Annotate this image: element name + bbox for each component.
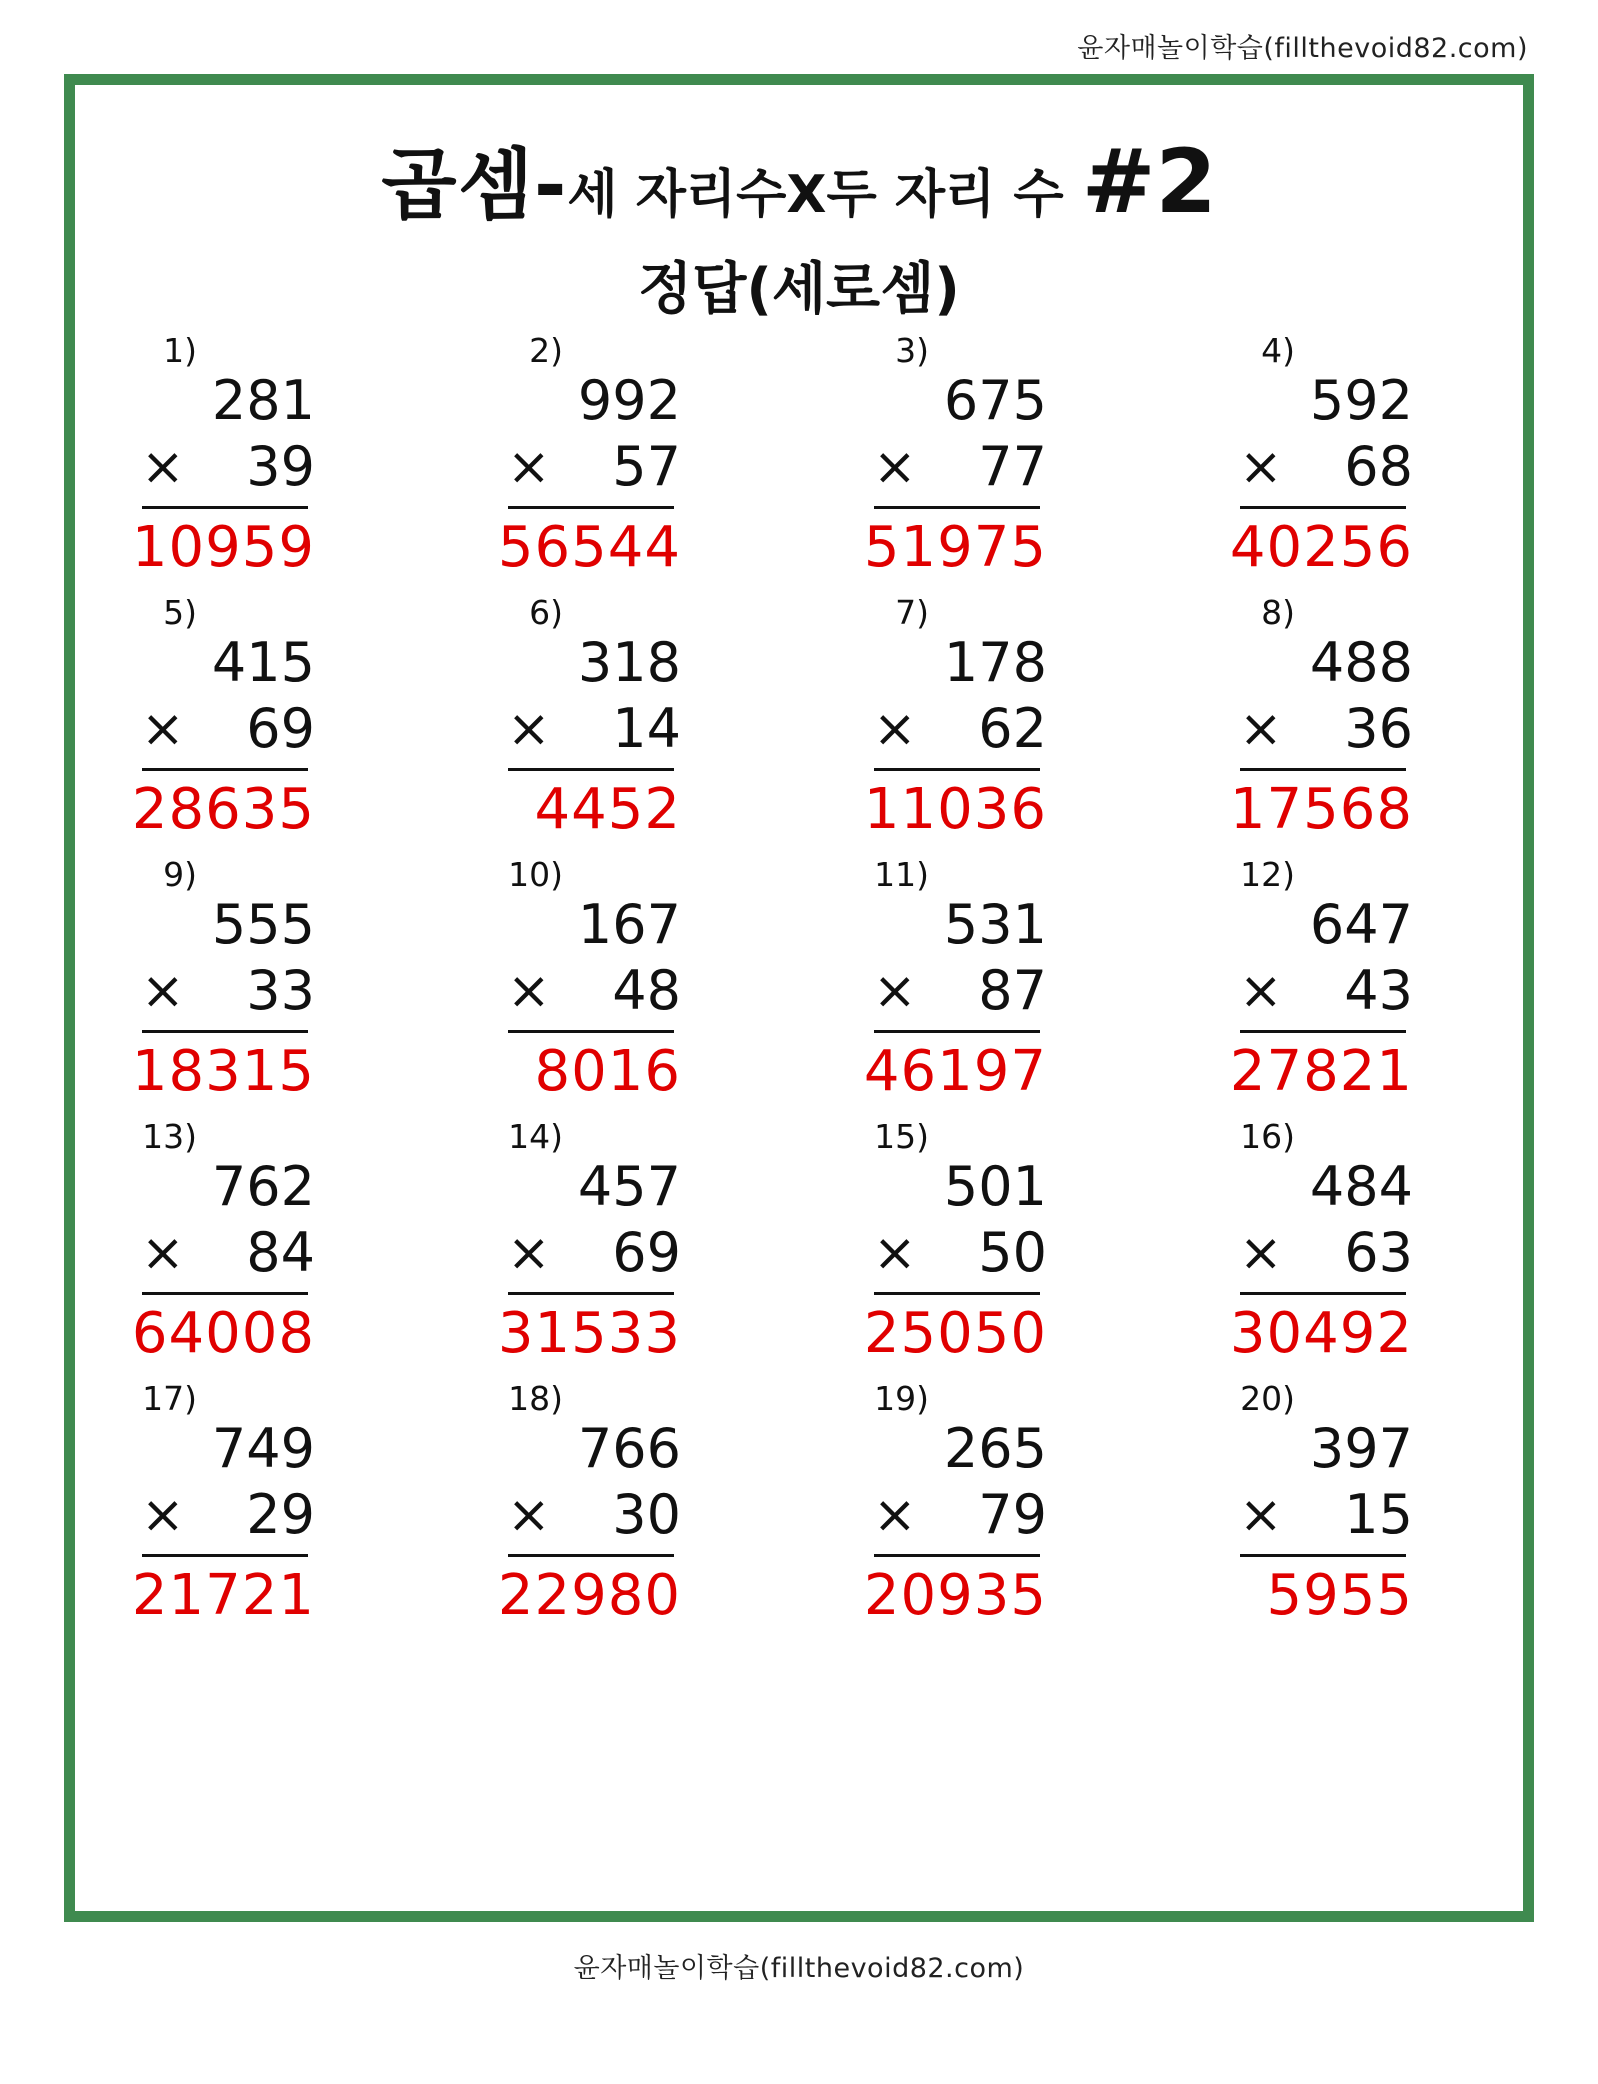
answer: 30492 — [1229, 1301, 1413, 1366]
multiplicand: 592 — [1309, 369, 1413, 432]
multiplier: 68 — [1344, 435, 1413, 498]
problem-number: 13) — [142, 1117, 197, 1156]
multiplier: 69 — [246, 697, 315, 760]
problem — [1173, 587, 1539, 849]
problem-number: 17) — [142, 1379, 197, 1418]
problem-grid — [75, 325, 1523, 1635]
multiplicand: 167 — [577, 893, 681, 956]
multiplier: 79 — [978, 1483, 1047, 1546]
multiplicand: 415 — [211, 631, 315, 694]
problem-number: 6) — [529, 593, 563, 632]
multiply-sign: × — [873, 699, 917, 759]
problem-number: 7) — [895, 593, 929, 632]
multiply-sign: × — [1239, 699, 1283, 759]
multiplicand: 265 — [943, 1417, 1047, 1480]
title-number: #2 — [1081, 130, 1217, 233]
multiplier: 36 — [1344, 697, 1413, 760]
multiplier: 57 — [612, 435, 681, 498]
problem — [807, 849, 1173, 1111]
problem-number: 15) — [874, 1117, 929, 1156]
answer: 51975 — [863, 515, 1047, 580]
problem — [1173, 325, 1539, 587]
multiply-sign: × — [141, 1485, 185, 1545]
multiplier: 30 — [612, 1483, 681, 1546]
answer: 20935 — [863, 1563, 1047, 1628]
problem — [441, 849, 807, 1111]
problem — [75, 849, 441, 1111]
multiplier: 63 — [1344, 1221, 1413, 1284]
sum-line — [142, 768, 308, 771]
multiplier: 77 — [978, 435, 1047, 498]
problem-number: 14) — [508, 1117, 563, 1156]
multiplier: 50 — [978, 1221, 1047, 1284]
multiplicand: 484 — [1309, 1155, 1413, 1218]
answer: 22980 — [497, 1563, 681, 1628]
sum-line — [874, 506, 1040, 509]
sum-line — [874, 1292, 1040, 1295]
multiplicand: 762 — [211, 1155, 315, 1218]
multiply-sign: × — [507, 437, 551, 497]
multiply-sign: × — [507, 1485, 551, 1545]
problem — [441, 1111, 807, 1373]
answer: 5955 — [1266, 1563, 1413, 1628]
multiplier: 33 — [246, 959, 315, 1022]
answer: 21721 — [131, 1563, 315, 1628]
sum-line — [1240, 1554, 1406, 1557]
multiply-sign: × — [507, 699, 551, 759]
multiplicand: 397 — [1309, 1417, 1413, 1480]
worksheet-frame — [64, 74, 1534, 1922]
multiply-sign: × — [141, 699, 185, 759]
answer: 64008 — [131, 1301, 315, 1366]
sum-line — [874, 1554, 1040, 1557]
sum-line — [142, 506, 308, 509]
sum-line — [1240, 1292, 1406, 1295]
title-subtitle: 세 자리수X두 자리 수 — [567, 165, 1082, 225]
sum-line — [508, 1292, 674, 1295]
sum-line — [508, 1554, 674, 1557]
multiply-sign: × — [1239, 961, 1283, 1021]
problem-number: 3) — [895, 331, 929, 370]
sum-line — [1240, 506, 1406, 509]
problem-number: 16) — [1240, 1117, 1295, 1156]
answer: 46197 — [863, 1039, 1047, 1104]
multiply-sign: × — [873, 437, 917, 497]
multiplier: 14 — [612, 697, 681, 760]
answer: 31533 — [497, 1301, 681, 1366]
problem — [75, 587, 441, 849]
multiply-sign: × — [141, 1223, 185, 1283]
multiplier: 62 — [978, 697, 1047, 760]
site-label-bottom: 윤자매놀이학습(fillthevoid82.com) — [573, 1953, 1025, 1984]
answer: 8016 — [534, 1039, 681, 1104]
multiply-sign: × — [141, 437, 185, 497]
problem-number: 5) — [163, 593, 197, 632]
problem-number: 18) — [508, 1379, 563, 1418]
multiplicand: 675 — [943, 369, 1047, 432]
problem — [1173, 1373, 1539, 1635]
sum-line — [508, 506, 674, 509]
sum-line — [874, 768, 1040, 771]
problem — [1173, 1111, 1539, 1373]
problem-number: 20) — [1240, 1379, 1295, 1418]
multiply-sign: × — [507, 1223, 551, 1283]
problem-number: 19) — [874, 1379, 929, 1418]
problem — [441, 325, 807, 587]
multiplicand: 647 — [1309, 893, 1413, 956]
problem-number: 10) — [508, 855, 563, 894]
sum-line — [874, 1030, 1040, 1033]
problem-number: 12) — [1240, 855, 1295, 894]
multiply-sign: × — [873, 1485, 917, 1545]
problem — [807, 325, 1173, 587]
problem — [441, 587, 807, 849]
multiplier: 29 — [246, 1483, 315, 1546]
multiplier: 48 — [612, 959, 681, 1022]
problem — [807, 1111, 1173, 1373]
problem-number: 11) — [874, 855, 929, 894]
multiply-sign: × — [873, 961, 917, 1021]
multiplicand: 318 — [577, 631, 681, 694]
answer: 17568 — [1229, 777, 1413, 842]
multiply-sign: × — [1239, 1485, 1283, 1545]
problem — [75, 1373, 441, 1635]
sum-line — [508, 768, 674, 771]
problem — [441, 1373, 807, 1635]
multiplicand: 178 — [943, 631, 1047, 694]
multiplicand: 992 — [577, 369, 681, 432]
multiply-sign: × — [507, 961, 551, 1021]
problem-number: 2) — [529, 331, 563, 370]
problem-number: 4) — [1261, 331, 1295, 370]
sum-line — [142, 1030, 308, 1033]
sum-line — [1240, 1030, 1406, 1033]
multiplier: 39 — [246, 435, 315, 498]
multiplicand: 555 — [211, 893, 315, 956]
multiplicand: 766 — [577, 1417, 681, 1480]
answer: 28635 — [131, 777, 315, 842]
sum-line — [142, 1292, 308, 1295]
problem-number: 9) — [163, 855, 197, 894]
answer-heading: 정답(세로셈) — [638, 257, 960, 322]
multiply-sign: × — [873, 1223, 917, 1283]
problem — [807, 587, 1173, 849]
problem — [1173, 849, 1539, 1111]
answer: 25050 — [863, 1301, 1047, 1366]
title-main: 곱셈- — [381, 141, 568, 231]
multiplier: 43 — [1344, 959, 1413, 1022]
problem — [75, 1111, 441, 1373]
multiplicand: 531 — [943, 893, 1047, 956]
answer: 4452 — [534, 777, 681, 842]
multiply-sign: × — [1239, 437, 1283, 497]
multiplicand: 281 — [211, 369, 315, 432]
answer: 11036 — [863, 777, 1047, 842]
problem — [75, 325, 441, 587]
multiplicand: 501 — [943, 1155, 1047, 1218]
worksheet-title — [75, 123, 1523, 235]
multiplicand: 457 — [577, 1155, 681, 1218]
multiplier: 84 — [246, 1221, 315, 1284]
multiplicand: 488 — [1309, 631, 1413, 694]
multiplicand: 749 — [211, 1417, 315, 1480]
answer: 40256 — [1229, 515, 1413, 580]
answer: 27821 — [1229, 1039, 1413, 1104]
multiplier: 87 — [978, 959, 1047, 1022]
multiplier: 69 — [612, 1221, 681, 1284]
answer: 10959 — [131, 515, 315, 580]
sum-line — [508, 1030, 674, 1033]
problem-number: 1) — [163, 331, 197, 370]
problem-number: 8) — [1261, 593, 1295, 632]
multiply-sign: × — [141, 961, 185, 1021]
sum-line — [1240, 768, 1406, 771]
sum-line — [142, 1554, 308, 1557]
problem — [807, 1373, 1173, 1635]
multiplier: 15 — [1344, 1483, 1413, 1546]
site-label-top: 윤자매놀이학습(fillthevoid82.com) — [1077, 33, 1528, 64]
answer: 56544 — [497, 515, 681, 580]
answer: 18315 — [131, 1039, 315, 1104]
multiply-sign: × — [1239, 1223, 1283, 1283]
